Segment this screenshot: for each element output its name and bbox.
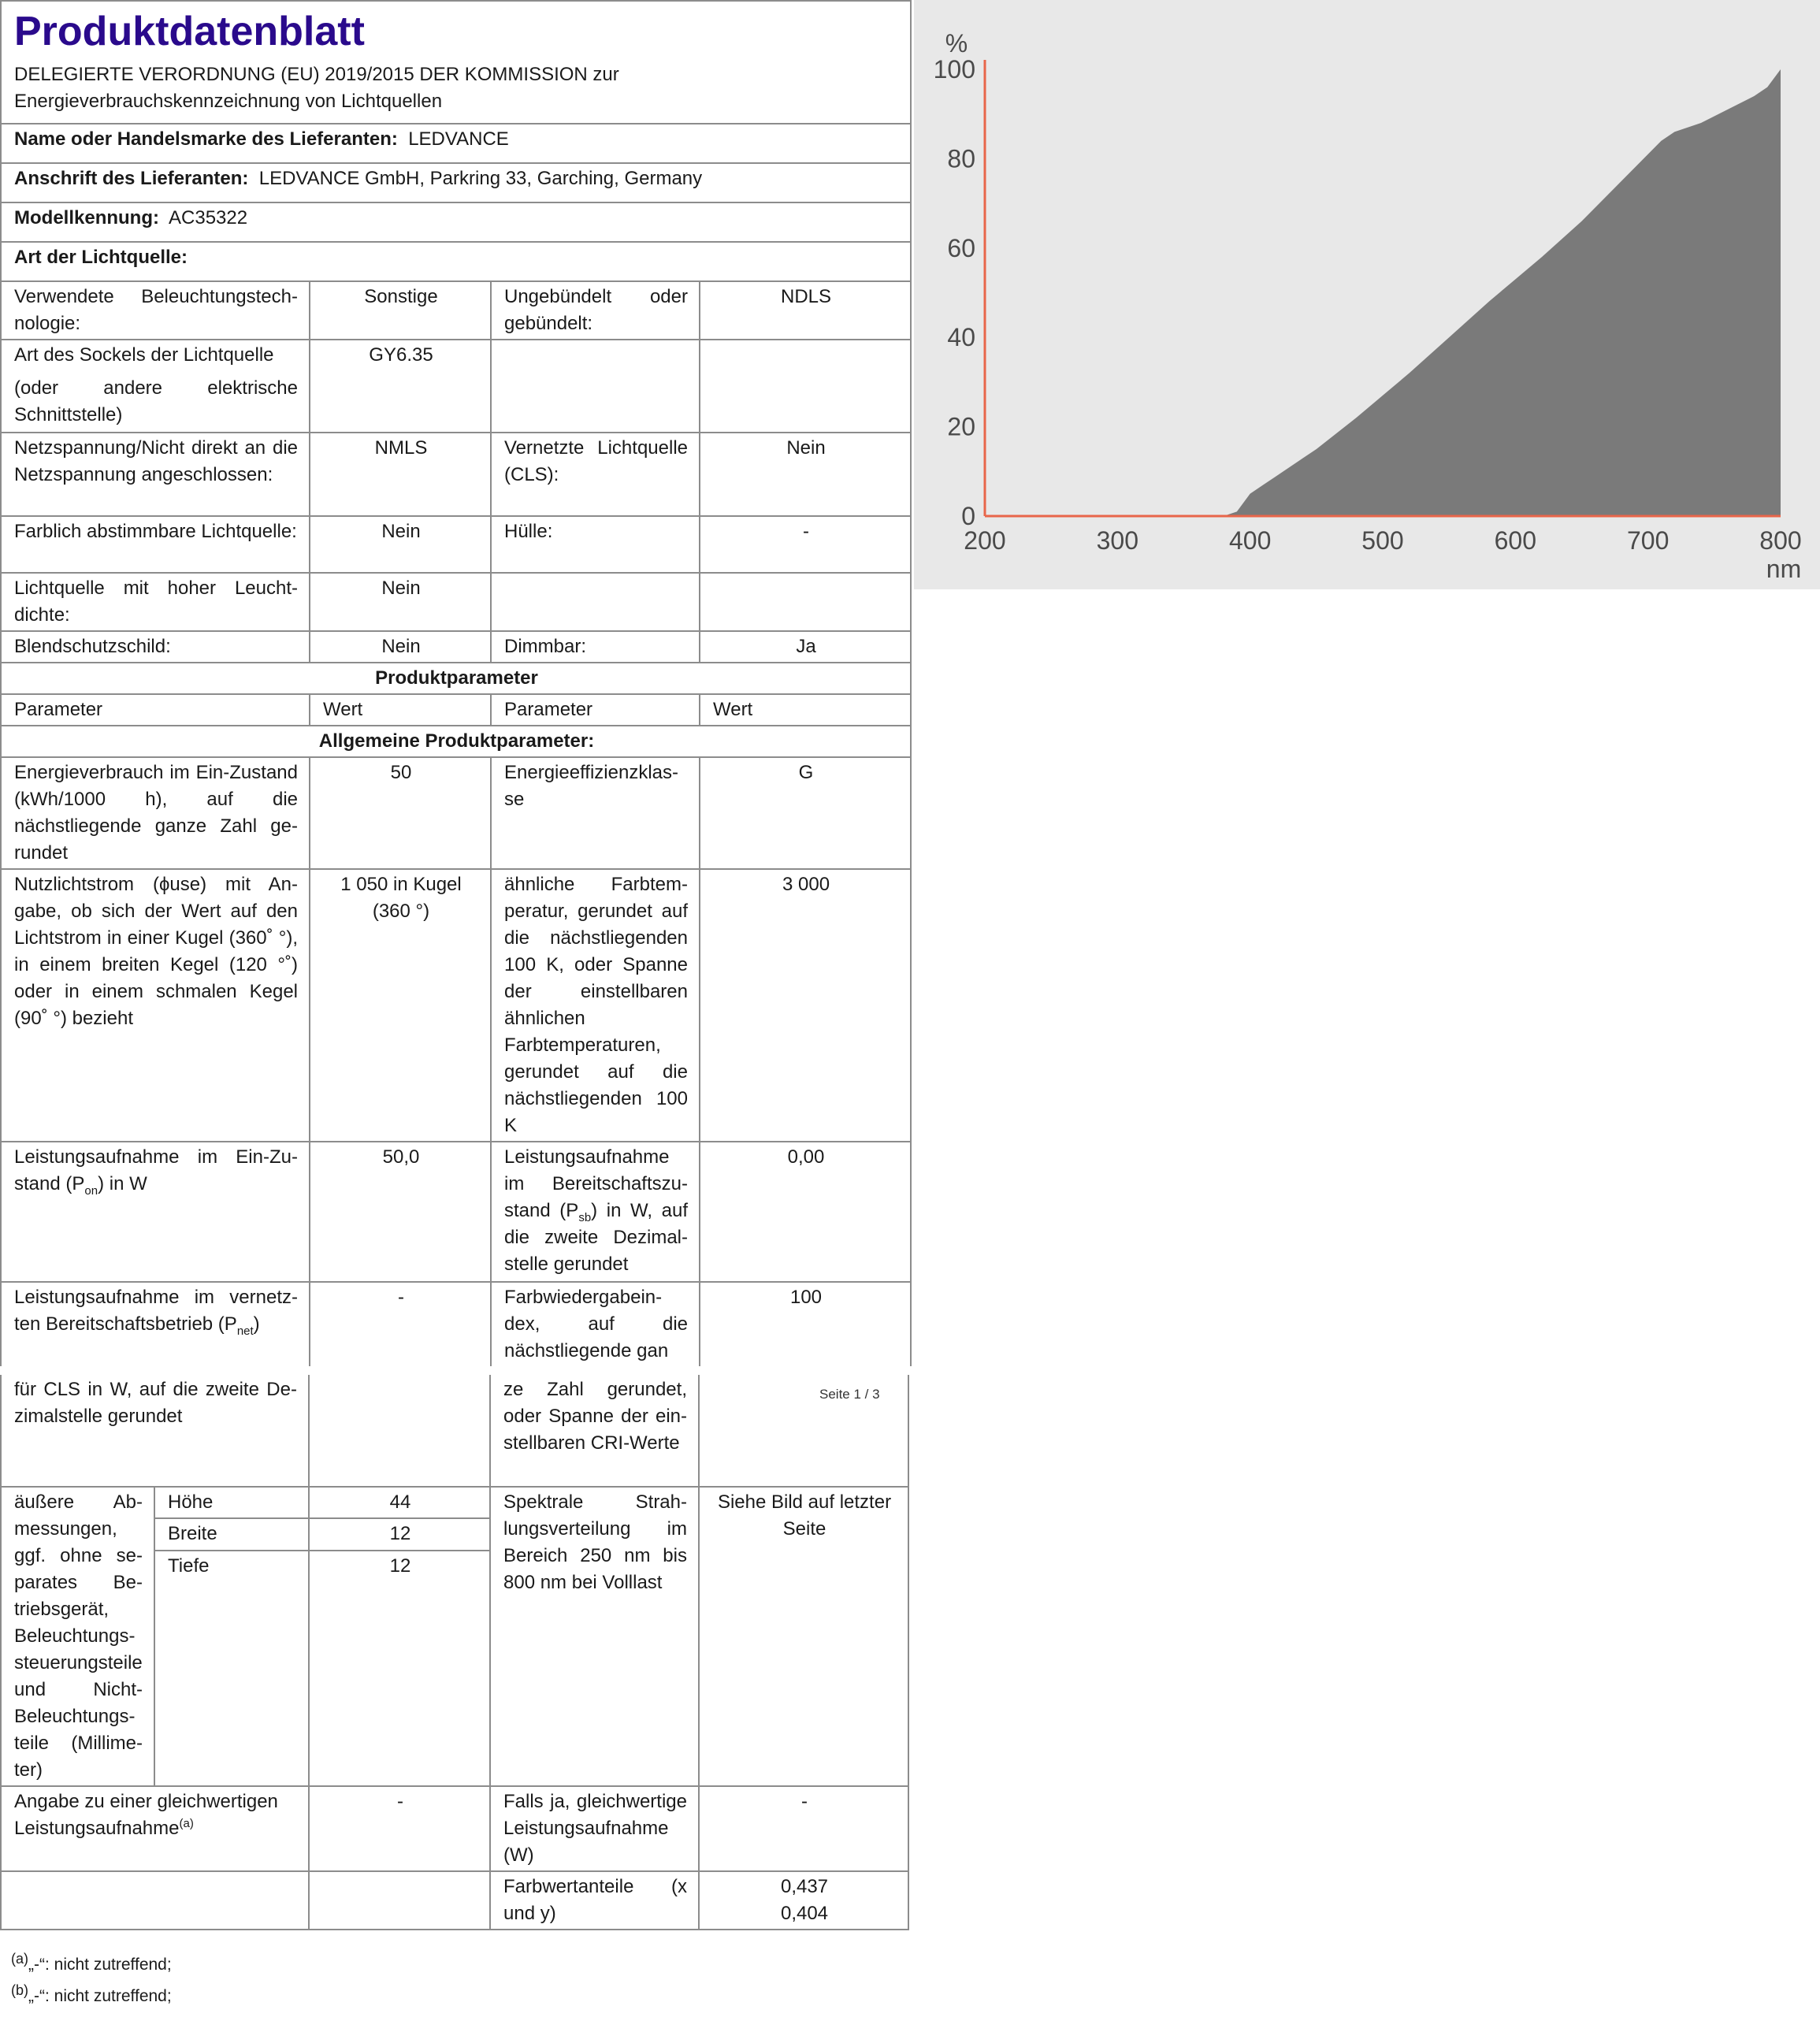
param-value: 1 050 in Kugel (360 °) xyxy=(310,869,491,1142)
param-value: 50,0 xyxy=(310,1142,491,1282)
section-header-row xyxy=(1,726,911,757)
param-value: 50 xyxy=(310,757,491,869)
param-label: Hülle: xyxy=(491,516,700,573)
param-value: Ja xyxy=(700,631,911,663)
supplier-address-label: Anschrift des Lieferanten: xyxy=(14,168,249,189)
column-header: Wert xyxy=(310,694,491,726)
param-value: Nein xyxy=(310,631,491,663)
param-label xyxy=(491,573,700,631)
lightsource-type-row xyxy=(1,242,911,281)
footnote: $^{(b)}$„-“: nicht zutreffend; xyxy=(11,1982,172,2005)
param-label: ähnliche Farbtemperatur, gerundet auf die nächstliegenden 100 K, oder Spanne der einstellbaren ähnlichen Farbtemperaturen, gerundet auf die nächstliegenden 100 K xyxy=(491,869,700,1142)
spectral-label: Spektrale Strahlungsverteilung im Bereich 250 nm bis 800 nm bei Volllast xyxy=(490,1487,699,1786)
section-title: Produktparameter xyxy=(1,663,911,694)
param-label: Angabe zu einer gleichwertigen Leistungsaufnahme$^{(a)}$ xyxy=(1,1786,309,1871)
table-row xyxy=(1,1142,911,1282)
column-header: Parameter xyxy=(1,694,310,726)
datasheet-page-2 xyxy=(0,1375,910,1930)
table-row xyxy=(1,1871,908,1930)
param-value: - xyxy=(310,1282,491,1366)
page-title: Produktdatenblatt xyxy=(14,9,365,54)
param-value: 100 xyxy=(700,1282,911,1366)
section-header-row xyxy=(1,663,911,694)
param-value xyxy=(700,340,911,433)
spectrum-area xyxy=(985,69,1781,516)
param-label: Dimmbar: xyxy=(491,631,700,663)
table-row xyxy=(1,433,911,516)
param-label: Lichtquelle mit hoher Leuchtdichte: xyxy=(1,573,310,631)
supplier-address-value: LEDVANCE GmbH, Parkring 33, Garching, Germany xyxy=(258,168,703,189)
param-label: Farbwertanteile (x und y) xyxy=(490,1871,699,1930)
page-number: Seite 1 / 3 xyxy=(819,1387,880,1402)
table-row xyxy=(1,1375,908,1487)
y-tick-label: 80 xyxy=(947,144,975,173)
param-value xyxy=(309,1375,490,1487)
param-label-cont: für CLS in W, auf die zweite Dezimalstelle gerundet xyxy=(1,1375,309,1487)
param-value: Nein xyxy=(310,516,491,573)
param-value: G xyxy=(700,757,911,869)
spectral-svg xyxy=(914,0,1820,589)
chroma-y: 0,404 xyxy=(780,1903,829,1924)
x-tick-label: 200 xyxy=(964,526,1006,555)
column-header: Wert xyxy=(700,694,911,726)
spectral-value: Siehe Bild auf letzter Seite xyxy=(699,1487,908,1786)
general-params-title: Allgemeine Produktparameter: xyxy=(1,726,911,757)
param-value: - xyxy=(700,516,911,573)
table-row xyxy=(1,1487,908,1518)
param-value: NDLS xyxy=(700,281,911,340)
y-tick-label: 100 xyxy=(933,55,975,84)
table-row xyxy=(1,631,911,663)
supplier-name-label: Name oder Handelsmarke des Lieferanten: xyxy=(14,128,398,150)
param-label: Verwendete Beleuchtungstechnologie: xyxy=(1,281,310,340)
chroma-x: 0,437 xyxy=(780,1876,829,1897)
table-row xyxy=(1,516,911,573)
datasheet-table-bottom xyxy=(0,1375,909,1930)
depth-value: 12 xyxy=(309,1551,490,1786)
param-value: - xyxy=(699,1786,908,1871)
column-header-row xyxy=(1,694,911,726)
datasheet-table-top xyxy=(0,0,912,1366)
param-label: Ungebündelt oder gebündelt: xyxy=(491,281,700,340)
table-row xyxy=(1,573,911,631)
table-row xyxy=(1,1282,911,1366)
footnote: $^{(a)}$„-“: nicht zutreffend; xyxy=(11,1951,172,1974)
param-label: Leistungsaufnahme im Ein-Zustand $(P_{on})$ in W xyxy=(1,1142,310,1282)
model-label: Modellkennung: xyxy=(14,207,159,228)
x-axis-label: nm xyxy=(1766,555,1802,583)
param-label: Leistungsaufnahme im Bereitschaftszustand $(P_{sb})$ in W, auf die zweite Dezimalstelle gerundet xyxy=(491,1142,700,1282)
param-label-cont: (oder andere elektrische Schnittstelle) xyxy=(14,377,298,425)
param-label: Energieverbrauch im Ein-Zustand (kWh/1000 h), auf die nächstliegende ganze Zahl gerundet xyxy=(1,757,310,869)
height-label: Höhe xyxy=(154,1487,309,1518)
x-tick-label: 500 xyxy=(1361,526,1404,555)
param-label xyxy=(491,340,700,433)
param-value: Nein xyxy=(310,573,491,631)
param-label-cont: ze Zahl gerundet, oder Spanne der einstellbaren CRI-Werte xyxy=(490,1375,699,1487)
param-label: Netzspannung/Nicht direkt an die Netzspannung angeschlossen: xyxy=(1,433,310,516)
param-value: GY6.35 xyxy=(310,340,491,433)
height-value: 44 xyxy=(309,1487,490,1518)
y-axis-label: % xyxy=(945,29,968,58)
param-label: Art des Sockels der Lichtquelle xyxy=(14,344,274,366)
chart-canvas xyxy=(914,0,1820,589)
width-value: 12 xyxy=(309,1518,490,1550)
param-value xyxy=(699,1871,908,1930)
param-label: Vernetzte Lichtquelle (CLS): xyxy=(491,433,700,516)
header-row xyxy=(1,1,911,124)
param-label: Blendschutzschild: xyxy=(1,631,310,663)
model-row xyxy=(1,202,911,242)
param-value: - xyxy=(309,1786,490,1871)
x-tick-label: 800 xyxy=(1759,526,1802,555)
table-row xyxy=(1,1786,908,1871)
param-label: Leistungsaufnahme im vernetzten Bereitschaftsbetrieb $(P_{net})$ xyxy=(1,1282,310,1366)
x-tick-label: 400 xyxy=(1228,526,1272,555)
regulation-text: DELEGIERTE VERORDNUNG (EU) 2019/2015 DER KOMMISSION zur Energieverbrauchskennzeichnung von Lichtquellen xyxy=(14,64,619,112)
param-value xyxy=(699,1375,908,1487)
y-tick-label: 60 xyxy=(947,233,975,262)
param-value: NMLS xyxy=(310,433,491,516)
param-label: Falls ja, gleichwertige Leistungsaufnahme (W) xyxy=(490,1786,699,1871)
table-row xyxy=(1,340,911,433)
spectral-distribution-chart xyxy=(914,0,1820,589)
depth-label: Tiefe xyxy=(154,1551,309,1786)
param-label: Farbwiedergabeindex, auf die nächstliegende gan xyxy=(491,1282,700,1366)
lightsource-type-label: Art der Lichtquelle: xyxy=(14,247,188,268)
param-value: 0,00 xyxy=(700,1142,911,1282)
y-tick-label: 0 xyxy=(961,502,975,530)
x-tick-label: 300 xyxy=(1096,526,1139,555)
supplier-address-row xyxy=(1,163,911,202)
width-label: Breite xyxy=(154,1518,309,1550)
table-row xyxy=(1,869,911,1142)
dimensions-label: äußere Abmessungen, ggf. ohne separates Betriebsgerät, Beleuchtungssteuerungsteile und Nicht-Beleuchtungsteile (Millimeter) xyxy=(1,1487,154,1786)
param-value: Sonstige xyxy=(310,281,491,340)
param-label: Farblich abstimmbare Lichtquelle: xyxy=(1,516,310,573)
param-value: 3 000 xyxy=(700,869,911,1142)
y-tick-label: 20 xyxy=(947,412,975,441)
supplier-name-row xyxy=(1,124,911,163)
param-value xyxy=(700,573,911,631)
param-label: Energieeffizienzklasse xyxy=(491,757,700,869)
x-tick-label: 700 xyxy=(1626,526,1670,555)
param-label: Nutzlichtstrom (ϕuse) mit Angabe, ob sich der Wert auf den Lichtstrom in einer Kugel (360˚ °), in einem breiten Kegel (120 °˚) oder in einem schmalen Kegel (90˚ °) bezieht xyxy=(1,869,310,1142)
supplier-name-value: LEDVANCE xyxy=(408,128,509,150)
x-tick-label: 600 xyxy=(1494,526,1537,555)
param-value: Nein xyxy=(700,433,911,516)
model-value: AC35322 xyxy=(169,207,248,228)
datasheet-page-1 xyxy=(0,0,910,1366)
table-row xyxy=(1,281,911,340)
column-header: Parameter xyxy=(491,694,700,726)
y-tick-label: 40 xyxy=(947,323,975,352)
table-row xyxy=(1,757,911,869)
